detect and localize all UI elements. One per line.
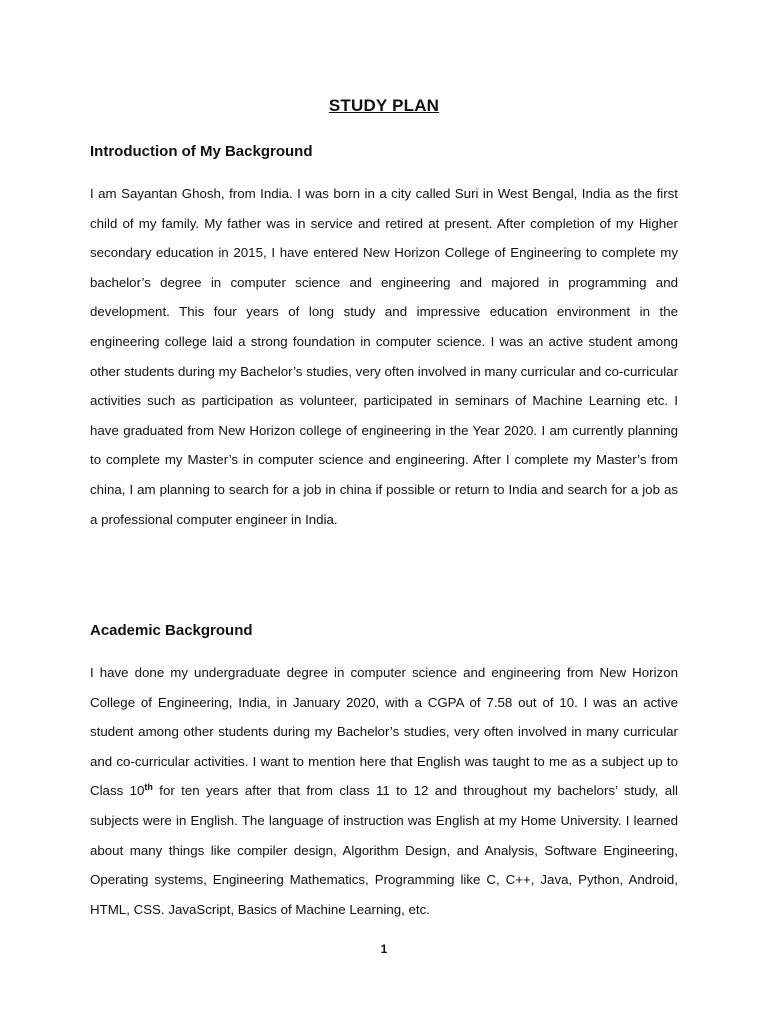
academic-body-part-1: I have done my undergraduate degree in computer science and engineering from New Horizon College of Engineering, India, in January 2020, with a CGPA of 7.58 out of 10. I was an active student among other students during my Bachelor’s studies, very often involved in many curricular and co-curricular activities. I want to mention here that English was taught to me as a subject up to Class 10: [90, 665, 678, 799]
class-ordinal-superscript: th: [144, 782, 153, 793]
document-title: STUDY PLAN: [328, 96, 440, 115]
section-body-introduction: I am Sayantan Ghosh, from India. I was born in a city called Suri in West Bengal, India as the first child of my family. My father was in service and retired at present. After completion of my Higher secondary education in 2015, I have entered New Horizon College of Engineering to complete my bachelor’s degree in computer science and engineering and majored in programming and development. This four years of long study and impressive education environment in the engineering college laid a strong foundation in computer science. I was an active student among other students during my Bachelor’s studies, very often involved in many curricular and co-curricular activities such as participation as volunteer, participated in seminars of Machine Learning etc. I have graduated from New Horizon college of engineering in the Year 2020. I am currently planning to complete my Master’s in computer science and engineering. After I complete my Master’s from china, I am planning to search for a job in china if possible or return to India and search for a job as a professional computer engineer in India.: [90, 186, 678, 527]
page-number: 1: [380, 942, 388, 956]
section-body-academic: [90, 658, 678, 924]
section-heading-introduction: Introduction of My Background: [90, 143, 313, 160]
section-heading-academic: Academic Background: [90, 622, 253, 639]
academic-body-part-2: for ten years after that from class 11 to 12 and throughout my bachelors’ study, all subjects were in English. The language of instruction was English at my Home University. I learned about many things like compiler design, Algorithm Design, and Analysis, Software Engineering, Operating systems, Engineering Mathematics, Programming like C, C++, Java, Python, Android, HTML, CSS. JavaScript, Basics of Machine Learning, etc.: [90, 783, 678, 917]
